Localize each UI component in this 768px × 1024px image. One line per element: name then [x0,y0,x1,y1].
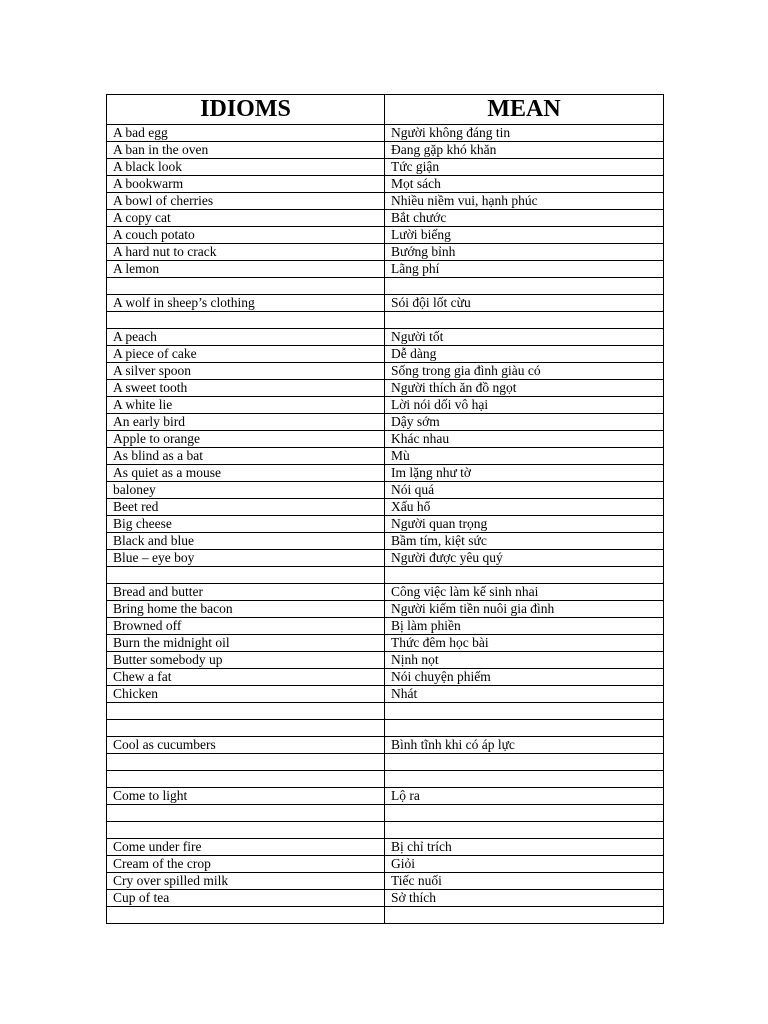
meaning-cell: Lười biếng [385,227,664,244]
table-body [107,125,664,924]
idiom-cell [107,822,385,839]
idiom-cell [107,771,385,788]
idiom-cell: Come to light [107,788,385,805]
meaning-cell: Lãng phí [385,261,664,278]
idiom-cell: A bookwarm [107,176,385,193]
table-row [107,822,664,839]
header-mean: MEAN [385,95,664,125]
meaning-cell: Người thích ăn đồ ngọt [385,380,664,397]
table-row [107,873,664,890]
meaning-cell: Người quan trọng [385,516,664,533]
table-row [107,380,664,397]
meaning-cell: Người kiếm tiền nuôi gia đình [385,601,664,618]
table-row [107,278,664,295]
meaning-cell: Nói quá [385,482,664,499]
table-row [107,516,664,533]
table-row [107,856,664,873]
meaning-cell: Thức đêm học bài [385,635,664,652]
meaning-cell: Người tốt [385,329,664,346]
table-row [107,448,664,465]
meaning-cell: Dễ dàng [385,346,664,363]
meaning-cell: Bị làm phiền [385,618,664,635]
meaning-cell: Nhát [385,686,664,703]
meaning-cell: Im lặng như tờ [385,465,664,482]
table-row [107,754,664,771]
idiom-cell: Beet red [107,499,385,516]
idiom-cell: Blue – eye boy [107,550,385,567]
meaning-cell [385,278,664,295]
table-row [107,788,664,805]
table-row [107,669,664,686]
idiom-cell: A ban in the oven [107,142,385,159]
idiom-cell [107,720,385,737]
meaning-cell [385,703,664,720]
meaning-cell: Tức giận [385,159,664,176]
meaning-cell [385,805,664,822]
idiom-cell: A peach [107,329,385,346]
table-row [107,805,664,822]
idiom-cell: A lemon [107,261,385,278]
idiom-cell: Cry over spilled milk [107,873,385,890]
meaning-cell [385,822,664,839]
idiom-cell: A silver spoon [107,363,385,380]
meaning-cell: Mọt sách [385,176,664,193]
meaning-cell [385,771,664,788]
idiom-cell: A sweet tooth [107,380,385,397]
table-row [107,159,664,176]
meaning-cell: Xấu hổ [385,499,664,516]
meaning-cell: Khác nhau [385,431,664,448]
table-row [107,414,664,431]
idiom-cell: Chicken [107,686,385,703]
table-row [107,737,664,754]
meaning-cell: Nhiều niềm vui, hạnh phúc [385,193,664,210]
meaning-cell: Bình tĩnh khi có áp lực [385,737,664,754]
meaning-cell: Nịnh nọt [385,652,664,669]
idioms-table [106,94,664,924]
idiom-cell [107,312,385,329]
table-header-row [107,95,664,125]
meaning-cell: Bắt chước [385,210,664,227]
table-row [107,703,664,720]
header-idioms: IDIOMS [107,95,385,125]
idiom-cell: As quiet as a mouse [107,465,385,482]
table-row [107,533,664,550]
idiom-cell [107,805,385,822]
table-row [107,465,664,482]
idiom-cell: Bring home the bacon [107,601,385,618]
idiom-cell: baloney [107,482,385,499]
meaning-cell: Sói đội lốt cừu [385,295,664,312]
idiom-cell: A wolf in sheep’s clothing [107,295,385,312]
table-row [107,839,664,856]
table-row [107,397,664,414]
idiom-cell [107,567,385,584]
table-row [107,652,664,669]
idiom-cell: A copy cat [107,210,385,227]
table-row [107,346,664,363]
idiom-cell [107,278,385,295]
idiom-cell: Chew a fat [107,669,385,686]
meaning-cell [385,567,664,584]
idiom-cell: A hard nut to crack [107,244,385,261]
table-row [107,210,664,227]
idiom-cell: A bowl of cherries [107,193,385,210]
table-row [107,550,664,567]
idiom-cell: Browned off [107,618,385,635]
meaning-cell: Bầm tím, kiệt sức [385,533,664,550]
meaning-cell: Bướng bỉnh [385,244,664,261]
meaning-cell: Mù [385,448,664,465]
table-row [107,244,664,261]
idiom-cell: Bread and butter [107,584,385,601]
meaning-cell: Lời nói dối vô hại [385,397,664,414]
meaning-cell [385,720,664,737]
table-row [107,686,664,703]
idiom-cell: A white lie [107,397,385,414]
table-row [107,771,664,788]
meaning-cell: Nói chuyện phiếm [385,669,664,686]
meaning-cell: Đang gặp khó khăn [385,142,664,159]
meaning-cell: Công việc làm kế sinh nhai [385,584,664,601]
meaning-cell: Người không đáng tin [385,125,664,142]
table-row [107,499,664,516]
idiom-cell: Come under fire [107,839,385,856]
meaning-cell [385,312,664,329]
table-row [107,431,664,448]
table-row [107,176,664,193]
idiom-cell: Butter somebody up [107,652,385,669]
idiom-cell: Cool as cucumbers [107,737,385,754]
table-row [107,601,664,618]
table-row [107,482,664,499]
idiom-cell [107,907,385,924]
table-row [107,584,664,601]
idiom-cell: A black look [107,159,385,176]
table-row [107,142,664,159]
table-row [107,720,664,737]
table-row [107,312,664,329]
meaning-cell: Tiếc nuối [385,873,664,890]
idiom-cell: As blind as a bat [107,448,385,465]
table-row [107,125,664,142]
idiom-cell: Black and blue [107,533,385,550]
table-row [107,635,664,652]
meaning-cell: Người được yêu quý [385,550,664,567]
meaning-cell: Lộ ra [385,788,664,805]
idiom-cell: Apple to orange [107,431,385,448]
table-row [107,890,664,907]
idiom-cell: Cream of the crop [107,856,385,873]
table-row [107,295,664,312]
meaning-cell: Bị chỉ trích [385,839,664,856]
idiom-cell: Cup of tea [107,890,385,907]
table-row [107,363,664,380]
idiom-cell: Big cheese [107,516,385,533]
idiom-cell [107,754,385,771]
table-row [107,227,664,244]
document-page [106,94,663,924]
idiom-cell [107,703,385,720]
table-row [107,618,664,635]
idiom-cell: Burn the midnight oil [107,635,385,652]
meaning-cell: Dậy sớm [385,414,664,431]
meaning-cell: Giỏi [385,856,664,873]
table-row [107,329,664,346]
meaning-cell: Sống trong gia đình giàu có [385,363,664,380]
idiom-cell: An early bird [107,414,385,431]
meaning-cell [385,907,664,924]
table-row [107,193,664,210]
meaning-cell: Sở thích [385,890,664,907]
idiom-cell: A bad egg [107,125,385,142]
meaning-cell [385,754,664,771]
table-row [107,907,664,924]
table-row [107,567,664,584]
idiom-cell: A piece of cake [107,346,385,363]
idiom-cell: A couch potato [107,227,385,244]
table-row [107,261,664,278]
